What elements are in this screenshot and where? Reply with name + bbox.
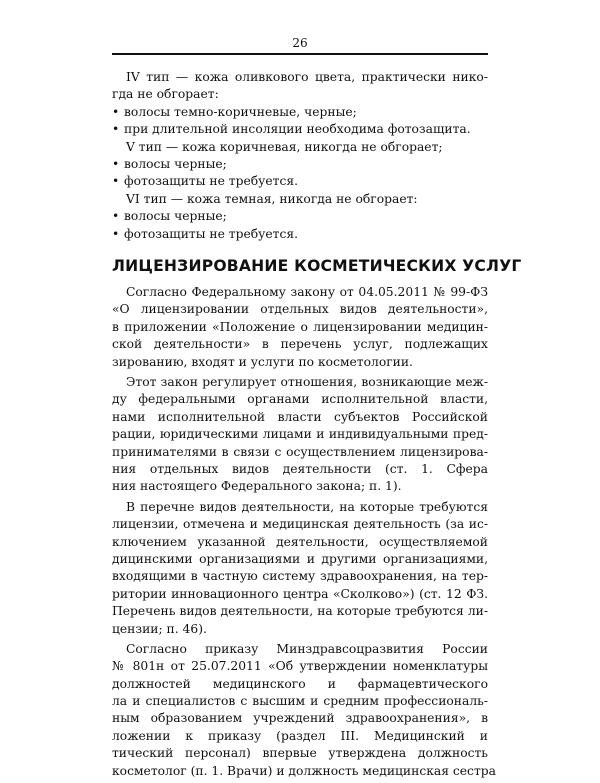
paragraph-line: № 801н от 25.07.2011 «Об утверждении номенклатуры (112, 659, 488, 674)
paragraph-line: зированию, входят и услуги по косметологии. (112, 354, 413, 369)
paragraph-line: Этот закон регулирует отношения, возникающие меж- (126, 375, 488, 390)
paragraph-line: Согласно приказу Минздравсоцразвития России (126, 641, 488, 656)
paragraph-line: ритории инновационного центра «Сколково») (ст. 12 ФЗ. (112, 586, 488, 601)
skin-type-line: VI тип — кожа темная, никогда не обгорает: (126, 191, 418, 206)
paragraph (112, 641, 496, 780)
paragraph-line: нами исполнительной власти субъектов Российской (112, 409, 488, 424)
paragraph-line: рации, юридическими лицами и индивидуальными пред- (112, 427, 488, 442)
bullet-item: • волосы темно-коричневые, черные; (112, 104, 488, 121)
paragraph-line: лицензии, отмечена и медицинская деятельность (за ис- (112, 517, 488, 532)
bullet-item: • при длительной инсоляции необходима фотозащита. (112, 121, 488, 138)
paragraph-line: ния настоящего Федерального закона; п. 1). (112, 479, 402, 494)
skin-type-line: IV тип — кожа оливкового цвета, практически нико- (126, 70, 488, 84)
paragraph-line: ключением указанной деятельности, осуществляемой (112, 534, 488, 549)
paragraph-line: принимателями в связи с осуществлением лицензирова- (112, 444, 488, 459)
paragraph-line: должностей медицинского и фармацевтического (112, 676, 488, 691)
paragraph-line: цензии; п. 46). (112, 621, 207, 636)
bullet-item: • волосы черные; (112, 208, 488, 225)
paragraph-line: косметолог (п. 1. Врачи) и должность медицинская сестра (112, 763, 496, 778)
bullet-item: • фотозащиты не требуется. (112, 173, 488, 190)
paragraph-line: ла и специалистов с высшим и средним профессиональ- (112, 694, 488, 709)
paragraph-line: дицинскими организациями и другими организациями, (112, 551, 488, 566)
paragraph (112, 284, 488, 371)
paragraph-line: В перечне видов деятельности, на которые требуются (126, 499, 488, 514)
paragraph (112, 374, 488, 496)
paragraph-line: ния отдельных видов деятельности (ст. 1. Сфера (112, 461, 488, 476)
section-body (112, 284, 496, 780)
paragraph-line: Согласно Федеральному закону от 04.05.2011 № 99-ФЗ (126, 285, 488, 300)
paragraph (112, 499, 488, 638)
section-heading: ЛИЦЕНЗИРОВАНИЕ КОСМЕТИЧЕСКИХ УСЛУГ (112, 257, 522, 276)
book-page (112, 36, 522, 783)
paragraph-line: ложении к приказу (раздел III. Медицинский и (112, 728, 488, 743)
paragraph-line: тический персонал) впервые утверждена должность (112, 746, 488, 761)
page-number: 26 (292, 36, 308, 50)
skin-types-list (112, 69, 488, 243)
paragraph-line: Перечень видов деятельности, на которые требуются ли- (112, 604, 488, 619)
skin-type-line: гда не обгорает: (112, 87, 219, 102)
skin-type-line: V тип — кожа коричневая, никогда не обгорает; (126, 139, 443, 154)
paragraph-line: ным образованием учреждений здравоохранения», в (112, 711, 488, 726)
paragraph-line: ду федеральными органами исполнительной власти, (112, 392, 488, 407)
header-rule (112, 53, 488, 55)
paragraph-line: входящими в частную систему здравоохранения, на тер- (112, 569, 488, 584)
paragraph-line: «О лицензировании отдельных видов деятельности», (112, 302, 488, 317)
bullet-item: • волосы черные; (112, 156, 488, 173)
paragraph-line: ской деятельности» в перечень услуг, подлежащих (112, 337, 488, 352)
paragraph-line: в приложении «Положение о лицензировании медицин- (112, 319, 488, 334)
bullet-item: • фотозащиты не требуется. (112, 226, 488, 243)
